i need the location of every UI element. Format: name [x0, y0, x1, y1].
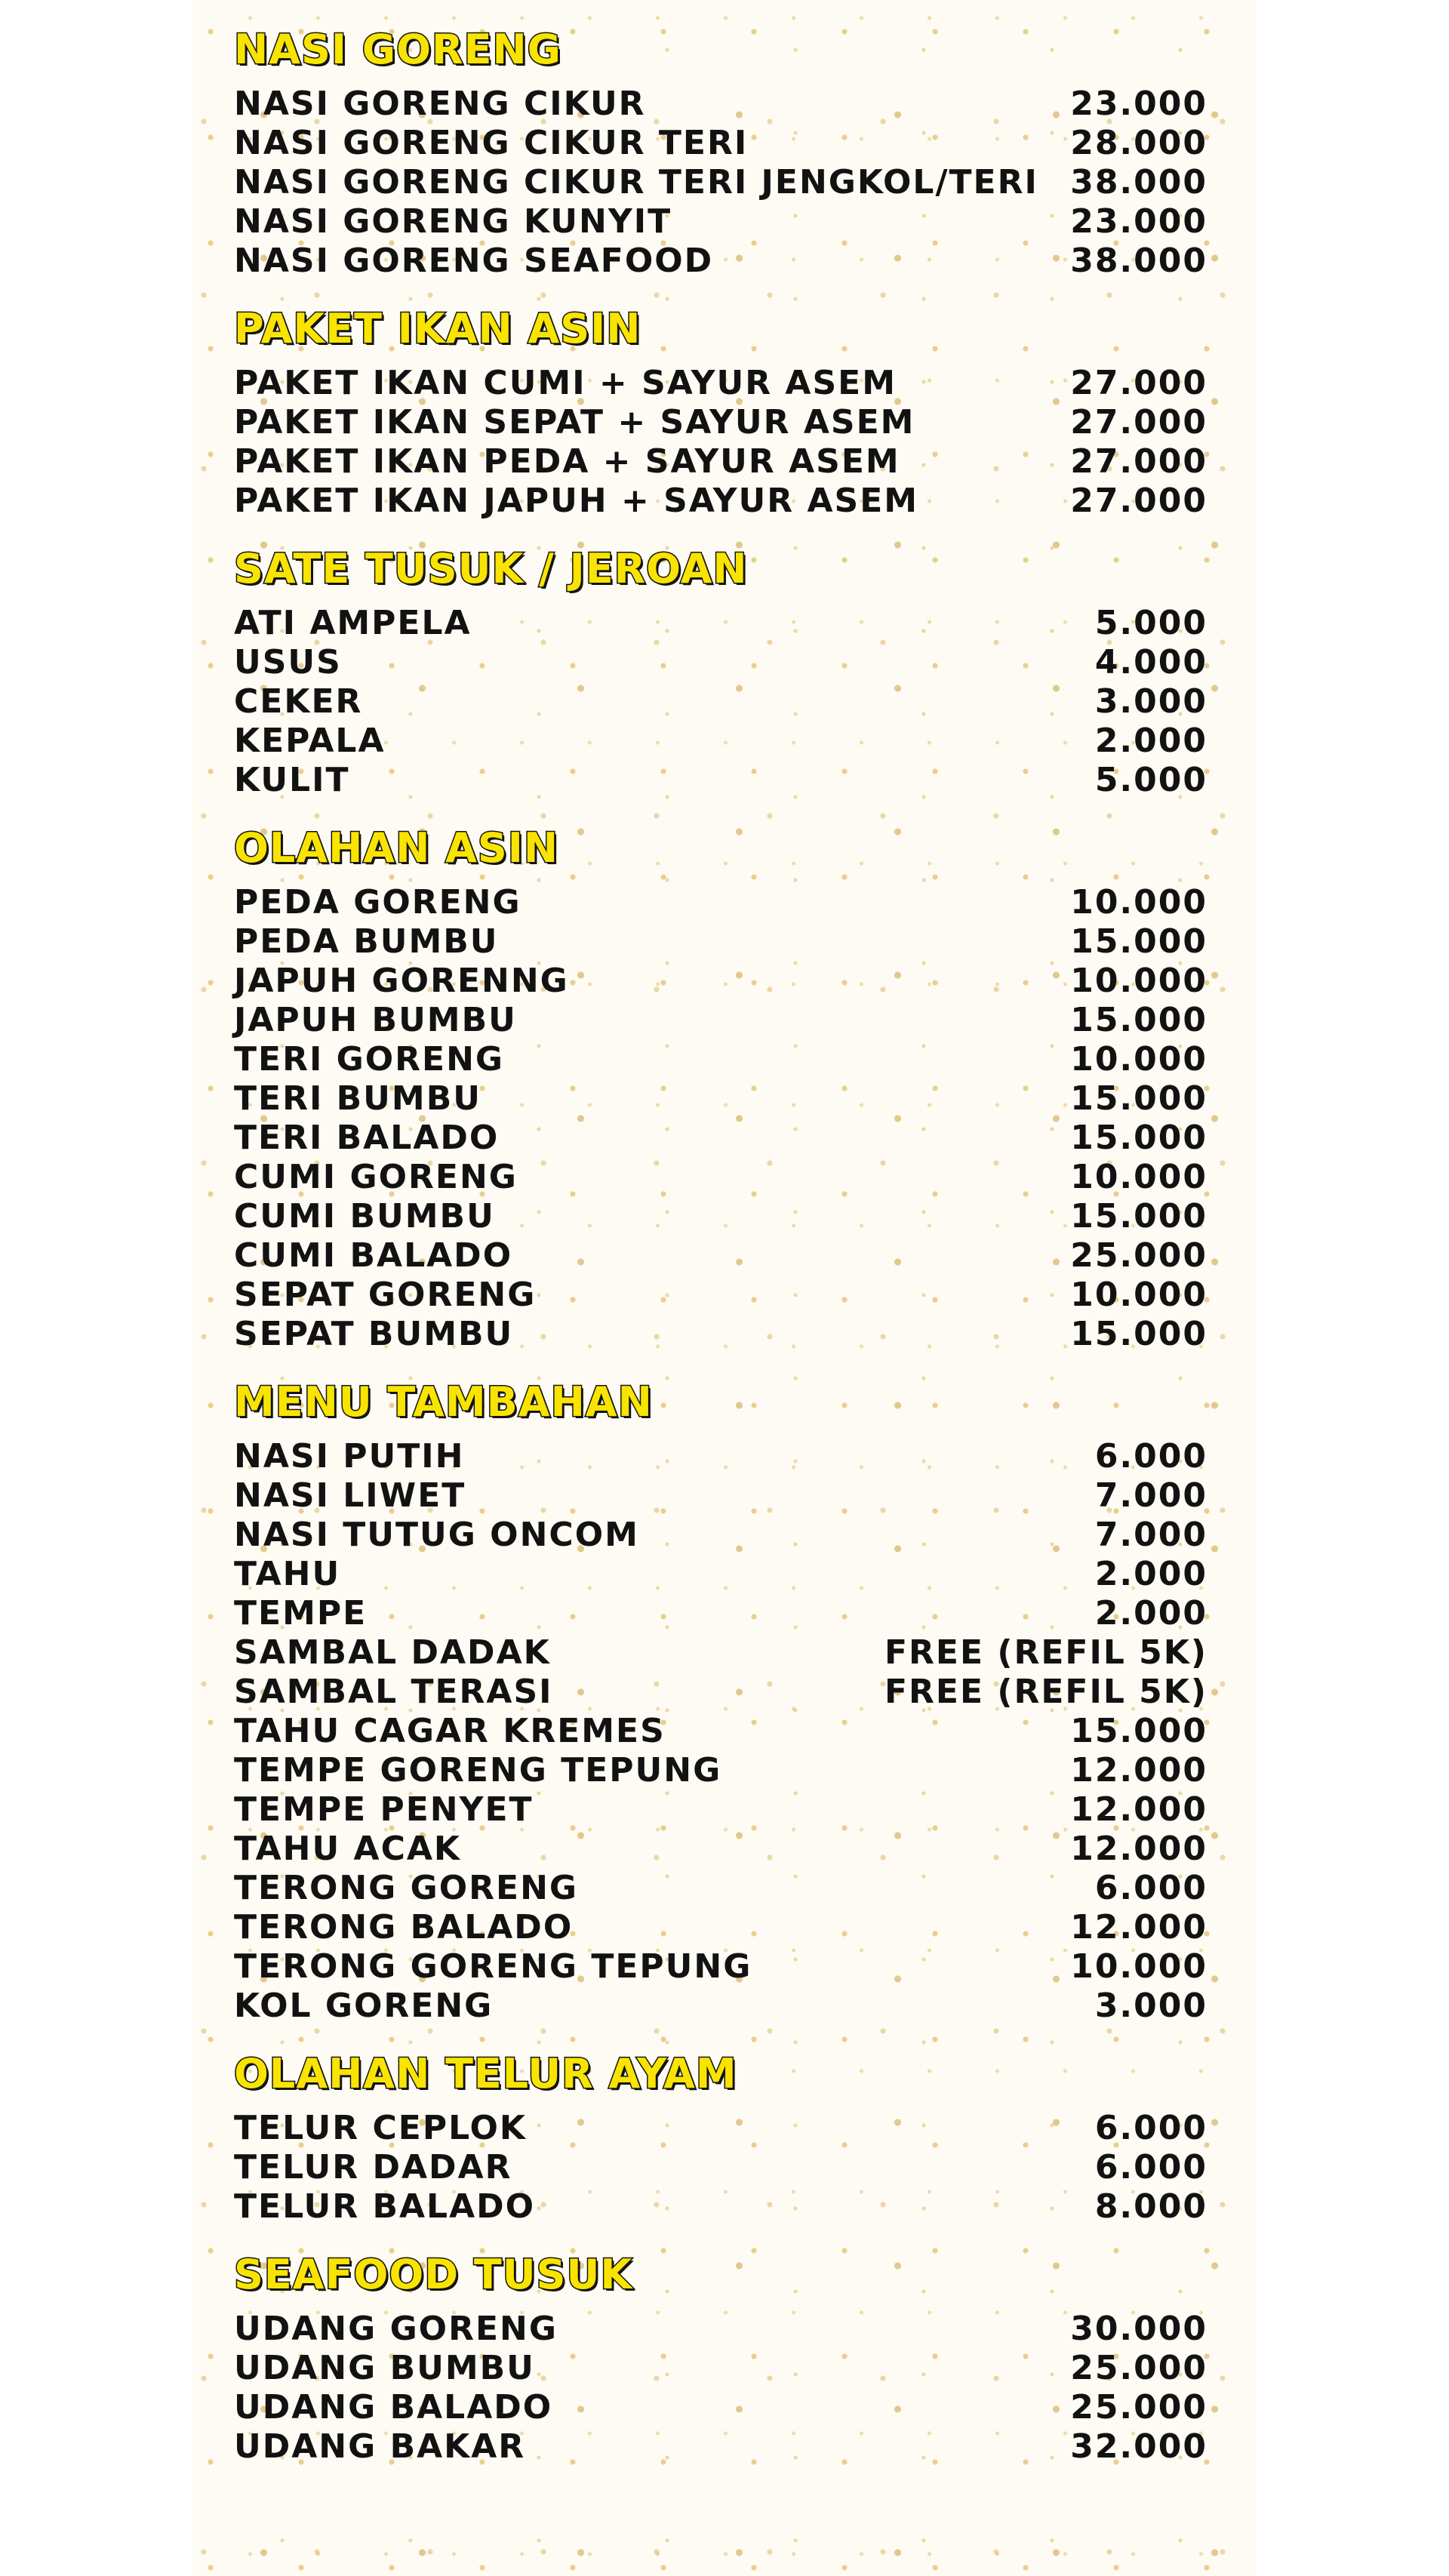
menu-item-price: 12.000 [1070, 1830, 1208, 1868]
menu-item [234, 1594, 1208, 1633]
menu-items [234, 604, 1208, 800]
menu-item-price: 7.000 [1094, 1476, 1208, 1515]
menu-item [234, 1555, 1208, 1594]
menu-section [234, 2047, 1208, 2227]
menu-item [234, 403, 1208, 442]
menu-item-price: 3.000 [1094, 682, 1208, 721]
menu-item-name: TAHU ACAK [234, 1830, 462, 1868]
menu-item-price: FREE (REFIL 5K) [884, 1673, 1208, 1711]
menu-item-price: 15.000 [1070, 1079, 1208, 1118]
menu-item-price: 6.000 [1094, 1437, 1208, 1476]
menu-item [234, 1119, 1208, 1158]
menu-item-name: JAPUH BUMBU [234, 1001, 517, 1039]
section-title: PAKET IKAN ASIN [234, 305, 641, 352]
menu-item [234, 2109, 1208, 2148]
menu-item-price: 8.000 [1094, 2187, 1208, 2226]
menu-item-name: PAKET IKAN SEPAT + SAYUR ASEM [234, 403, 915, 442]
menu-item-name: TERI GORENG [234, 1040, 505, 1079]
menu-item-price: 7.000 [1094, 1516, 1208, 1554]
menu-item [234, 364, 1208, 403]
section-title: OLAHAN TELUR AYAM [234, 2050, 737, 2097]
menu-item-price: 10.000 [1070, 1276, 1208, 1314]
section-title: SATE TUSUK / JEROAN [234, 545, 748, 592]
section-title: SEAFOOD TUSUK [234, 2251, 633, 2298]
menu-item [234, 962, 1208, 1001]
menu-item-price: 12.000 [1070, 1751, 1208, 1790]
menu-item-price: 6.000 [1094, 2148, 1208, 2187]
menu-items [234, 85, 1208, 281]
menu-item-price: 15.000 [1070, 1119, 1208, 1157]
menu-item-price: 15.000 [1070, 1712, 1208, 1750]
menu-item-name: PEDA GORENG [234, 883, 521, 922]
menu-item-price: 2.000 [1094, 722, 1208, 760]
menu-item-name: NASI TUTUG ONCOM [234, 1516, 639, 1554]
menu-item-name: TERONG GORENG TEPUNG [234, 1947, 752, 1986]
menu-item-price: 25.000 [1070, 2388, 1208, 2427]
menu-item-name: TERI BUMBU [234, 1079, 481, 1118]
menu-item-name: CUMI GORENG [234, 1158, 518, 1196]
menu-item [234, 1790, 1208, 1830]
menu-item [234, 2187, 1208, 2227]
menu-item-name: JAPUH GORENNG [234, 962, 569, 1000]
menu-item [234, 682, 1208, 722]
menu-item [234, 1001, 1208, 1040]
menu-item [234, 1633, 1208, 1673]
menu-item [234, 643, 1208, 682]
menu-item-name: KOL GORENG [234, 1987, 494, 2025]
menu-item-price: 12.000 [1070, 1790, 1208, 1829]
menu-item-name: SAMBAL TERASI [234, 1673, 553, 1711]
menu-item [234, 202, 1208, 242]
menu-item-price: 38.000 [1070, 242, 1208, 280]
menu-item [234, 883, 1208, 922]
menu-item-name: KEPALA [234, 722, 386, 760]
menu-item-name: TAHU CAGAR KREMES [234, 1712, 666, 1750]
menu-item-price: 10.000 [1070, 962, 1208, 1000]
menu-item [234, 1987, 1208, 2026]
menu-item [234, 1476, 1208, 1516]
menu-item-name: TELUR BALADO [234, 2187, 536, 2226]
menu-item [234, 722, 1208, 761]
menu-item [234, 1276, 1208, 1315]
menu-item-name: NASI GORENG KUNYIT [234, 202, 672, 241]
menu-items [234, 2310, 1208, 2467]
menu-item-name: CUMI BUMBU [234, 1197, 495, 1236]
menu-item-price: 27.000 [1070, 403, 1208, 442]
menu-item-price: 32.000 [1070, 2427, 1208, 2466]
menu-item-name: TEMPE [234, 1594, 368, 1633]
menu-item-price: 23.000 [1070, 202, 1208, 241]
section-title: OLAHAN ASIN [234, 824, 559, 872]
menu-item-price: 27.000 [1070, 364, 1208, 402]
menu-items [234, 1437, 1208, 2026]
menu-item-price: 25.000 [1070, 1236, 1208, 1275]
menu-item-price: 4.000 [1094, 643, 1208, 682]
menu-item-price: 38.000 [1070, 163, 1208, 202]
menu-item [234, 1869, 1208, 1908]
menu-section [234, 2248, 1208, 2467]
menu-item [234, 761, 1208, 800]
menu-item [234, 2427, 1208, 2467]
menu-item [234, 124, 1208, 163]
menu-item [234, 1437, 1208, 1476]
menu-item [234, 1908, 1208, 1947]
menu-item-name: NASI LIWET [234, 1476, 466, 1515]
menu-item [234, 163, 1208, 202]
menu-item-price: 10.000 [1070, 1158, 1208, 1196]
menu-item [234, 1516, 1208, 1555]
menu-item [234, 1673, 1208, 1712]
menu-item [234, 1712, 1208, 1751]
menu-item-name: PAKET IKAN PEDA + SAYUR ASEM [234, 442, 900, 481]
menu-item-name: UDANG GORENG [234, 2310, 558, 2348]
menu-item [234, 2310, 1208, 2349]
menu-item-name: UDANG BUMBU [234, 2349, 535, 2387]
menu-item-name: TEMPE PENYET [234, 1790, 534, 1829]
menu-item-name: TERONG GORENG [234, 1869, 579, 1907]
menu-item [234, 1315, 1208, 1354]
menu-item [234, 1947, 1208, 1987]
menu-item-price: 12.000 [1070, 1908, 1208, 1947]
menu-item [234, 1751, 1208, 1790]
menu-item-name: USUS [234, 643, 342, 682]
menu-item-name: TEMPE GORENG TEPUNG [234, 1751, 722, 1790]
menu-list [234, 23, 1208, 2488]
menu-item [234, 1079, 1208, 1119]
menu-item-price: 10.000 [1070, 1947, 1208, 1986]
menu-item [234, 242, 1208, 281]
menu-item-price: FREE (REFIL 5K) [884, 1633, 1208, 1672]
menu-item [234, 1197, 1208, 1236]
menu-item-price: 25.000 [1070, 2349, 1208, 2387]
menu-item-price: 10.000 [1070, 1040, 1208, 1079]
menu-item-name: CUMI BALADO [234, 1236, 513, 1275]
menu-item-name: NASI GORENG SEAFOOD [234, 242, 714, 280]
menu-item-price: 15.000 [1070, 1197, 1208, 1236]
menu-item-name: ATI AMPELA [234, 604, 472, 642]
menu-item-name: NASI GORENG CIKUR TERI [234, 124, 749, 162]
menu-item-price: 27.000 [1070, 442, 1208, 481]
menu-item-price: 5.000 [1094, 761, 1208, 799]
menu-item-name: CEKER [234, 682, 363, 721]
menu-item-price: 5.000 [1094, 604, 1208, 642]
section-title: NASI GORENG [234, 26, 561, 73]
menu-item-name: TAHU [234, 1555, 341, 1593]
menu-item-price: 6.000 [1094, 1869, 1208, 1907]
menu-item-price: 23.000 [1070, 85, 1208, 123]
menu-item-name: NASI GORENG CIKUR [234, 85, 646, 123]
menu-item [234, 442, 1208, 482]
menu-items [234, 2109, 1208, 2227]
menu-item-name: NASI PUTIH [234, 1437, 465, 1476]
menu-item [234, 2349, 1208, 2388]
menu-item-price: 28.000 [1070, 124, 1208, 162]
menu-item-name: PEDA BUMBU [234, 922, 499, 961]
menu-item-name: TERI BALADO [234, 1119, 500, 1157]
menu-item-price: 15.000 [1070, 1001, 1208, 1039]
menu-item-name: SEPAT GORENG [234, 1276, 537, 1314]
menu-item-price: 15.000 [1070, 922, 1208, 961]
menu-item-price: 6.000 [1094, 2109, 1208, 2147]
menu-item-name: UDANG BAKAR [234, 2427, 526, 2466]
menu-item-name: UDANG BALADO [234, 2388, 553, 2427]
menu-item-price: 10.000 [1070, 883, 1208, 922]
menu-item [234, 604, 1208, 643]
menu-item-name: KULIT [234, 761, 350, 799]
menu-section [234, 23, 1208, 281]
menu-items [234, 883, 1208, 1354]
menu-item-price: 3.000 [1094, 1987, 1208, 2025]
menu-item-name: SAMBAL DADAK [234, 1633, 551, 1672]
menu-item-name: TELUR CEPLOK [234, 2109, 528, 2147]
menu-section [234, 302, 1208, 521]
menu-item [234, 2388, 1208, 2427]
menu-item-name: TELUR DADAR [234, 2148, 512, 2187]
menu-item-price: 2.000 [1094, 1594, 1208, 1633]
menu-item-price: 2.000 [1094, 1555, 1208, 1593]
menu-item-name: TERONG BALADO [234, 1908, 574, 1947]
menu-item-name: SEPAT BUMBU [234, 1315, 514, 1353]
section-title: MENU TAMBAHAN [234, 1378, 653, 1426]
menu-item [234, 1236, 1208, 1276]
menu-section [234, 1375, 1208, 2026]
menu-item [234, 1158, 1208, 1197]
menu-item-name: PAKET IKAN CUMI + SAYUR ASEM [234, 364, 897, 402]
menu-section [234, 542, 1208, 800]
menu-item [234, 1040, 1208, 1079]
menu-item-name: PAKET IKAN JAPUH + SAYUR ASEM [234, 482, 919, 520]
menu-item-price: 15.000 [1070, 1315, 1208, 1353]
menu-item [234, 922, 1208, 962]
menu-items [234, 364, 1208, 521]
menu-item-price: 27.000 [1070, 482, 1208, 520]
menu-item [234, 85, 1208, 124]
menu-item [234, 2148, 1208, 2187]
menu-section [234, 821, 1208, 1354]
menu-item-name: NASI GORENG CIKUR TERI JENGKOL/TERI [234, 163, 1038, 202]
menu-item [234, 482, 1208, 521]
menu-item-price: 30.000 [1070, 2310, 1208, 2348]
menu-item [234, 1830, 1208, 1869]
